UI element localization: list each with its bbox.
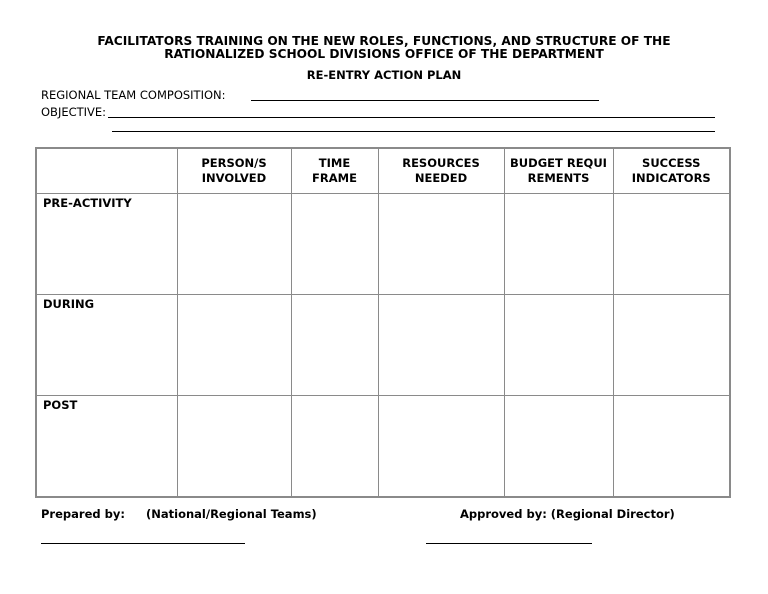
table-header-row <box>36 148 730 194</box>
table-row <box>36 194 730 295</box>
table-cell[interactable] <box>177 295 291 396</box>
team-composition-line[interactable] <box>251 100 599 101</box>
action-plan-table <box>35 147 731 498</box>
table-cell[interactable] <box>291 194 378 295</box>
table-cell[interactable] <box>291 396 378 498</box>
table-cell[interactable] <box>378 396 504 498</box>
row-label-post: POST <box>36 396 177 498</box>
row-label-during: DURING <box>36 295 177 396</box>
table-cell[interactable] <box>504 295 613 396</box>
table-row <box>36 396 730 498</box>
prepared-by-role: (National/Regional Teams) <box>146 507 317 521</box>
table-cell[interactable] <box>378 194 504 295</box>
objective-line-1[interactable] <box>108 117 715 118</box>
table-cell[interactable] <box>291 295 378 396</box>
column-header-success: SUCCESS INDICATORS <box>613 148 730 194</box>
approved-by-label: Approved by: (Regional Director) <box>460 507 675 521</box>
column-header-time-frame: TIME FRAME <box>291 148 378 194</box>
prepared-by-label: Prepared by: <box>41 507 125 521</box>
column-header-resources: RESOURCES NEEDED <box>378 148 504 194</box>
table-cell[interactable] <box>177 194 291 295</box>
table-cell[interactable] <box>504 194 613 295</box>
team-composition-label: REGIONAL TEAM COMPOSITION: <box>41 88 226 102</box>
column-header-persons: PERSON/S INVOLVED <box>177 148 291 194</box>
objective-line-2[interactable] <box>112 131 715 132</box>
prepared-by-signature-line[interactable] <box>41 543 245 544</box>
table-cell[interactable] <box>613 396 730 498</box>
document-subtitle: RE-ENTRY ACTION PLAN <box>306 68 462 82</box>
table-row <box>36 295 730 396</box>
column-header-budget: BUDGET REQUIREMENTS <box>504 148 613 194</box>
column-header-stage <box>36 148 177 194</box>
table-cell[interactable] <box>613 194 730 295</box>
objective-label: OBJECTIVE: <box>41 105 107 119</box>
approved-by-signature-line[interactable] <box>426 543 592 544</box>
table-cell[interactable] <box>378 295 504 396</box>
table-cell[interactable] <box>613 295 730 396</box>
document-title: FACILITATORS TRAINING ON THE NEW ROLES, FUNCTIONS, AND STRUCTURE OF THE RATIONALIZED SCHOOL DIVISIONS OFFICE OF THE DEPARTMENT <box>97 34 671 61</box>
table-cell[interactable] <box>177 396 291 498</box>
table-cell[interactable] <box>504 396 613 498</box>
row-label-pre-activity: PRE-ACTIVITY <box>36 194 177 295</box>
